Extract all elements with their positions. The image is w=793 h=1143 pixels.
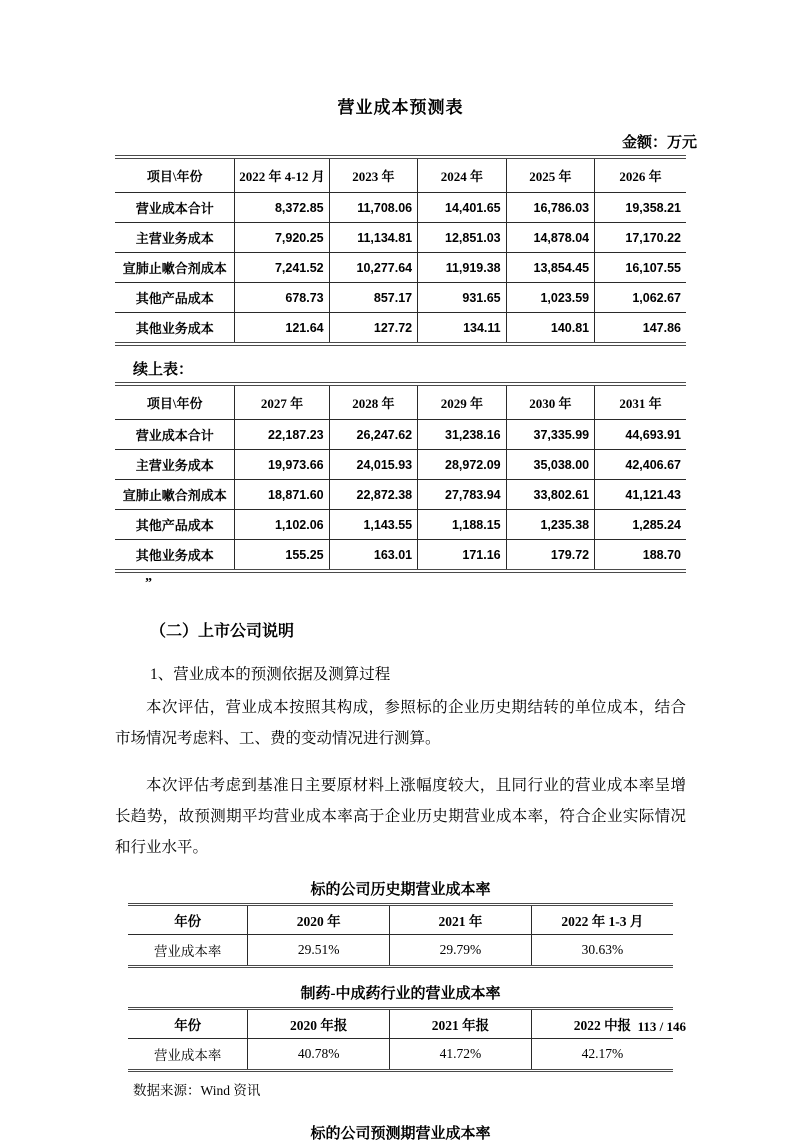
- header-cell: 项目\年份: [115, 157, 235, 193]
- value-cell: 28,972.09: [418, 450, 507, 480]
- value-cell: 8,372.85: [235, 193, 329, 223]
- value-cell: 27,783.94: [418, 480, 507, 510]
- value-cell: 42,406.67: [595, 450, 686, 480]
- value-cell: 188.70: [595, 540, 686, 572]
- value-cell: 37,335.99: [506, 420, 595, 450]
- value-cell: 31,238.16: [418, 420, 507, 450]
- value-cell: 16,786.03: [506, 193, 595, 223]
- value-cell: 29.51%: [248, 935, 390, 967]
- row-label-cell: 营业成本合计: [115, 193, 235, 223]
- value-cell: 10,277.64: [329, 253, 418, 283]
- value-cell: 40.78%: [248, 1039, 390, 1071]
- unit-label: 金额：万元: [621, 135, 697, 151]
- value-cell: 121.64: [235, 313, 329, 345]
- value-cell: 7,920.25: [235, 223, 329, 253]
- value-cell: 127.72: [329, 313, 418, 345]
- header-cell: 2025 年: [506, 157, 595, 193]
- value-cell: 1,102.06: [235, 510, 329, 540]
- value-cell: 11,134.81: [329, 223, 418, 253]
- value-cell: 41.72%: [390, 1039, 532, 1071]
- table-header-row: [128, 1009, 673, 1039]
- value-cell: 19,358.21: [595, 193, 686, 223]
- header-cell: 2029 年: [418, 384, 507, 420]
- table-row: [115, 193, 686, 223]
- value-cell: 11,708.06: [329, 193, 418, 223]
- row-label-cell: 主营业务成本: [115, 450, 235, 480]
- value-cell: 19,973.66: [235, 450, 329, 480]
- row-label-cell: 主营业务成本: [115, 223, 235, 253]
- closing-quote-mark: ”: [145, 576, 152, 591]
- header-cell: 2022 中报: [531, 1009, 673, 1039]
- row-label-cell: 其他产品成本: [115, 510, 235, 540]
- section-heading: （二）上市公司说明: [150, 623, 295, 640]
- value-cell: 42.17%: [531, 1039, 673, 1071]
- header-cell: 2020 年报: [248, 1009, 390, 1039]
- history-rate-table-title: 标的公司历史期营业成本率: [310, 882, 491, 898]
- history-rate-table: [128, 903, 673, 968]
- row-label-cell: 其他产品成本: [115, 283, 235, 313]
- value-cell: 33,802.61: [506, 480, 595, 510]
- page-number: 113 / 146: [637, 1019, 686, 1034]
- value-cell: 1,285.24: [595, 510, 686, 540]
- header-cell: 2024 年: [418, 157, 507, 193]
- value-cell: 18,871.60: [235, 480, 329, 510]
- header-cell: 2026 年: [595, 157, 686, 193]
- body-paragraph: 本次评估，营业成本按照其构成，参照标的企业历史期结转的单位成本，结合市场情况考虑料、工、费的变动情况进行测算。: [115, 699, 686, 747]
- value-cell: 1,023.59: [506, 283, 595, 313]
- header-cell: 2020 年: [248, 905, 390, 935]
- table-row: [115, 450, 686, 480]
- value-cell: 857.17: [329, 283, 418, 313]
- value-cell: 41,121.43: [595, 480, 686, 510]
- value-cell: 931.65: [418, 283, 507, 313]
- value-cell: 14,878.04: [506, 223, 595, 253]
- row-label-cell: 宣肺止嗽合剂成本: [115, 480, 235, 510]
- value-cell: 140.81: [506, 313, 595, 345]
- header-cell: 2022 年 4-12 月: [235, 157, 329, 193]
- table-row: [128, 935, 673, 967]
- value-cell: 26,247.62: [329, 420, 418, 450]
- value-cell: 179.72: [506, 540, 595, 572]
- value-cell: 1,143.55: [329, 510, 418, 540]
- table-row: [115, 283, 686, 313]
- value-cell: 11,919.38: [418, 253, 507, 283]
- header-cell: 2027 年: [235, 384, 329, 420]
- value-cell: 13,854.45: [506, 253, 595, 283]
- header-cell: 2031 年: [595, 384, 686, 420]
- value-cell: 1,235.38: [506, 510, 595, 540]
- row-label-cell: 营业成本率: [128, 935, 248, 967]
- header-cell: 年份: [128, 1009, 248, 1039]
- header-cell: 2021 年报: [390, 1009, 532, 1039]
- table-row: [115, 253, 686, 283]
- value-cell: 24,015.93: [329, 450, 418, 480]
- value-cell: 22,187.23: [235, 420, 329, 450]
- value-cell: 16,107.55: [595, 253, 686, 283]
- header-cell: 2023 年: [329, 157, 418, 193]
- table-row: [115, 313, 686, 345]
- header-cell: 2022 年 1-3 月: [531, 905, 673, 935]
- data-source-note: 数据来源：Wind 资讯: [133, 1083, 261, 1098]
- table-row: [115, 510, 686, 540]
- value-cell: 171.16: [418, 540, 507, 572]
- value-cell: 35,038.00: [506, 450, 595, 480]
- value-cell: 147.86: [595, 313, 686, 345]
- industry-rate-table: [128, 1007, 673, 1072]
- header-cell: 项目\年份: [115, 384, 235, 420]
- row-label-cell: 其他业务成本: [115, 540, 235, 572]
- row-label-cell: 营业成本率: [128, 1039, 248, 1071]
- value-cell: 12,851.03: [418, 223, 507, 253]
- table-header-row: [115, 384, 686, 420]
- page-content: [115, 0, 697, 1143]
- body-paragraph: 本次评估考虑到基准日主要原材料上涨幅度较大，且同行业的营业成本率呈增长趋势，故预测期平均营业成本率高于企业历史期营业成本率，符合企业实际情况和行业水平。: [115, 776, 686, 856]
- value-cell: 7,241.52: [235, 253, 329, 283]
- header-cell: 2028 年: [329, 384, 418, 420]
- value-cell: 22,872.38: [329, 480, 418, 510]
- sub-heading: 1、营业成本的预测依据及测算过程: [150, 666, 391, 683]
- value-cell: 1,062.67: [595, 283, 686, 313]
- industry-rate-table-title: 制药-中成药行业的营业成本率: [300, 986, 501, 1002]
- header-cell: 2030 年: [506, 384, 595, 420]
- cost-forecast-table-2: [115, 382, 686, 573]
- value-cell: 17,170.22: [595, 223, 686, 253]
- row-label-cell: 营业成本合计: [115, 420, 235, 450]
- table-row: [115, 480, 686, 510]
- value-cell: 30.63%: [531, 935, 673, 967]
- forecast-rate-table-title: 标的公司预测期营业成本率: [310, 1126, 491, 1142]
- table-header-row: [128, 905, 673, 935]
- value-cell: 163.01: [329, 540, 418, 572]
- header-cell: 年份: [128, 905, 248, 935]
- page-title: 营业成本预测表: [337, 98, 464, 117]
- value-cell: 44,693.91: [595, 420, 686, 450]
- table-row: [115, 540, 686, 572]
- cost-forecast-table-1: [115, 155, 686, 346]
- value-cell: 14,401.65: [418, 193, 507, 223]
- value-cell: 1,188.15: [418, 510, 507, 540]
- table-row: [128, 1039, 673, 1071]
- value-cell: 29.79%: [390, 935, 532, 967]
- row-label-cell: 宣肺止嗽合剂成本: [115, 253, 235, 283]
- value-cell: 155.25: [235, 540, 329, 572]
- value-cell: 678.73: [235, 283, 329, 313]
- continued-table-label: 续上表：: [133, 362, 194, 378]
- value-cell: 134.11: [418, 313, 507, 345]
- table-row: [115, 420, 686, 450]
- header-cell: 2021 年: [390, 905, 532, 935]
- table-header-row: [115, 157, 686, 193]
- table-row: [115, 223, 686, 253]
- row-label-cell: 其他业务成本: [115, 313, 235, 345]
